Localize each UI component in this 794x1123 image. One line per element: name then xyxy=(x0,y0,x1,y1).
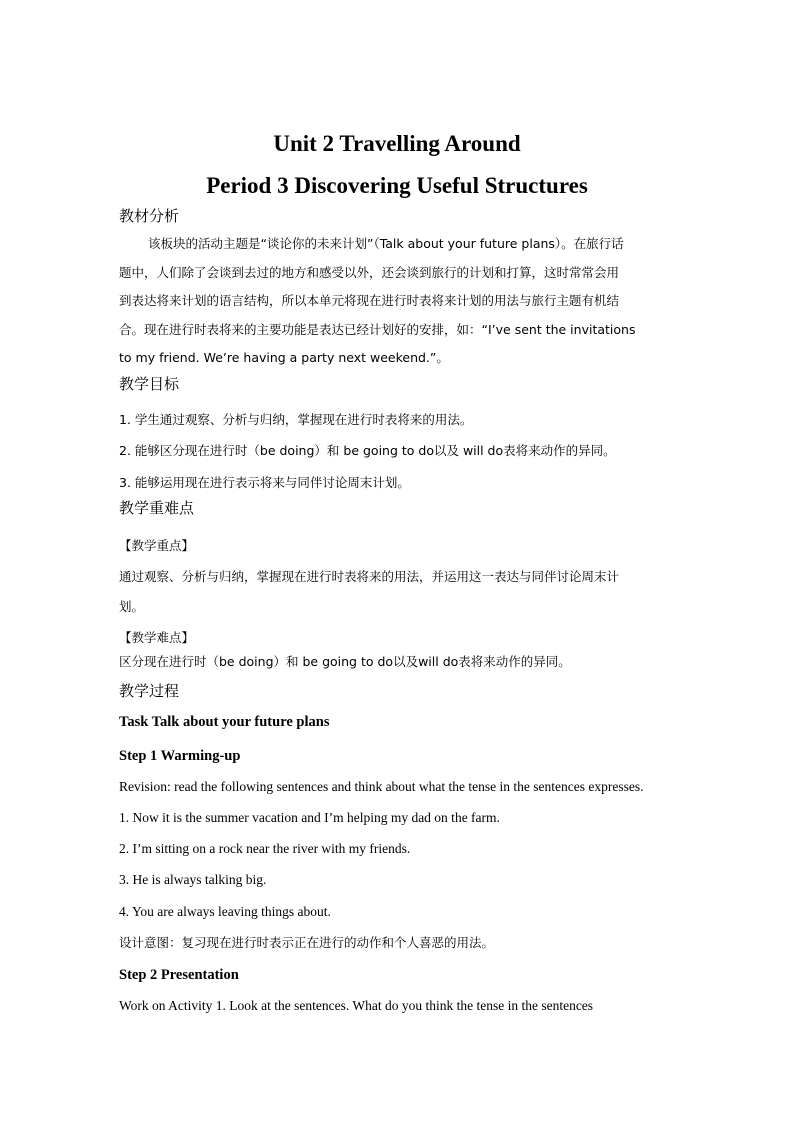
step1-design-intent: 设计意图：复习现在进行时表示正在进行的动作和个人喜恶的用法。 xyxy=(119,935,495,950)
analysis-line: 该板块的活动主题是“谈论你的未来计划”（Talk about your future plans）。在旅行话 xyxy=(148,236,624,251)
objective-item: 2. 能够区分现在进行时（be doing）和 be going to do以及 will do表将来动作的异同。 xyxy=(119,443,616,458)
analysis-line: 到表达将来计划的语言结构，所以本单元将现在进行时表将来计划的用法与旅行主题有机结 xyxy=(119,293,620,308)
section-heading-analysis: 教材分析 xyxy=(119,207,180,225)
objective-item: 1. 学生通过观察、分析与归纳，掌握现在进行时表将来的用法。 xyxy=(119,412,473,427)
task-heading: Task Talk about your future plans xyxy=(119,714,330,730)
analysis-line: 题中，人们除了会谈到去过的地方和感受以外，还会谈到旅行的计划和打算，这时常常会用 xyxy=(119,264,620,280)
step1-sentence: 3. He is always talking big. xyxy=(119,872,267,887)
document-title: Unit 2 Travelling Around xyxy=(273,131,521,156)
objective-item: 3. 能够运用现在进行表示将来与同伴讨论周末计划。 xyxy=(119,475,410,490)
difficulty-label: 【教学难点】 xyxy=(119,630,195,645)
analysis-paragraph xyxy=(119,230,675,373)
section-heading-process: 教学过程 xyxy=(119,682,180,700)
difficulty-text: 区分现在进行时（be doing）和 be going to do以及will do表将来动作的异同。 xyxy=(119,654,571,669)
focus-line: 划。 xyxy=(119,599,145,614)
focus-label: 【教学重点】 xyxy=(119,538,195,553)
focus-line: 通过观察、分析与归纳，掌握现在进行时表将来的用法，并运用这一表达与同伴讨论周末计 xyxy=(119,569,620,584)
step1-sentence: 2. I’m sitting on a rock near the river with my friends. xyxy=(119,841,411,856)
step1-revision: Revision: read the following sentences and think about what the tense in the sentences expresses. xyxy=(119,779,644,794)
document-subtitle: Period 3 Discovering Useful Structures xyxy=(206,173,588,198)
step1-sentence: 1. Now it is the summer vacation and I’m helping my dad on the farm. xyxy=(119,810,500,825)
section-heading-objectives: 教学目标 xyxy=(119,375,180,393)
step2-text: Work on Activity 1. Look at the sentences. What do you think the tense in the sentences xyxy=(119,998,594,1013)
step1-sentence: 4. You are always leaving things about. xyxy=(119,904,331,919)
step2-heading: Step 2 Presentation xyxy=(119,967,239,983)
section-heading-key-points: 教学重难点 xyxy=(119,499,195,517)
analysis-line: 合。现在进行时表将来的主要功能是表达已经计划好的安排，如：“I’ve sent the invitations xyxy=(119,321,636,337)
step1-heading: Step 1 Warming-up xyxy=(119,748,241,764)
analysis-line: to my friend. We’re having a party next weekend.”。 xyxy=(119,350,449,365)
